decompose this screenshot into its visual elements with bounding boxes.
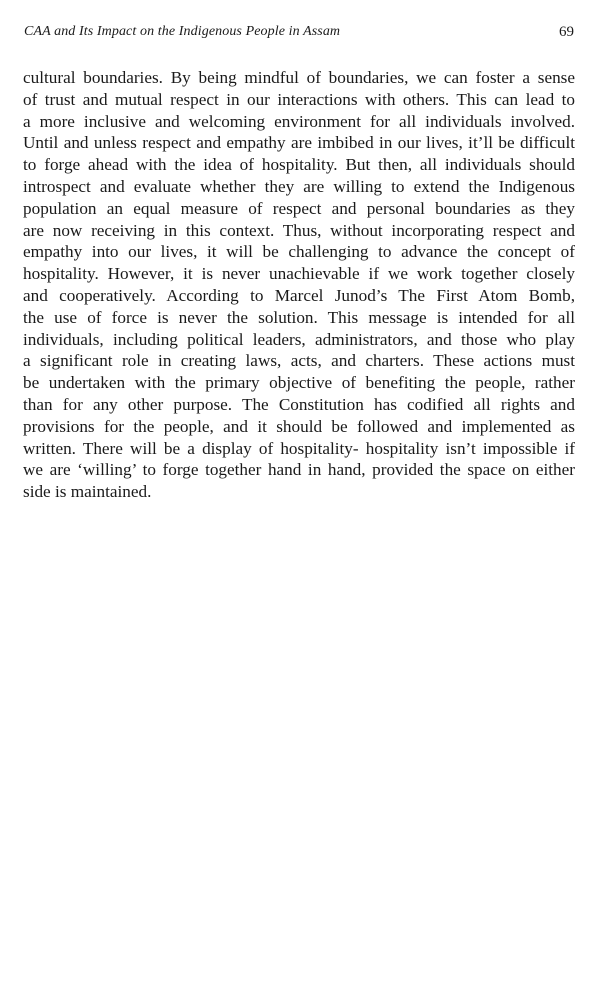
text-line: be undertaken with the primary objective of benefiting the people, rather	[23, 373, 575, 393]
text-line: introspect and evaluate whether they are willing to extend the Indigenous	[23, 176, 575, 196]
body-paragraph	[23, 67, 575, 503]
text-line: Until and unless respect and empathy are imbibed in our lives, it’ll be difficult	[23, 133, 575, 153]
text-line: provisions for the people, and it should be followed and implemented as	[23, 416, 575, 436]
text-line: hospitality. However, it is never unachievable if we work together closely	[23, 264, 575, 284]
text-line: cultural boundaries. By being mindful of boundaries, we can foster a sense	[23, 68, 575, 87]
text-line: we are ‘willing’ to forge together hand in hand, provided the space on either	[23, 460, 575, 480]
running-head-title: CAA and Its Impact on the Indigenous People in Assam	[24, 24, 341, 39]
text-line: to forge ahead with the idea of hospitality. But then, all individuals should	[23, 155, 575, 175]
text-line: individuals, including political leaders, administrators, and those who play	[23, 329, 575, 349]
text-line: the use of force is never the solution. This message is intended for all	[23, 307, 575, 327]
text-line: a significant role in creating laws, acts, and charters. These actions must	[23, 351, 575, 371]
text-line: than for any other purpose. The Constitution has codified all rights and	[23, 394, 575, 414]
text-line: are now receiving in this context. Thus, without incorporating respect and	[23, 220, 575, 240]
text-line-last: side is maintained.	[23, 482, 152, 502]
text-line: of trust and mutual respect in our interactions with others. This can lead to	[23, 89, 575, 109]
text-line: written. There will be a display of hospitality- hospitality isn’t impossible if	[23, 438, 575, 458]
text-line: population an equal measure of respect and personal boundaries as they	[23, 198, 575, 218]
page-number: 69	[559, 24, 574, 40]
text-line: empathy into our lives, it will be challenging to advance the concept of	[23, 242, 575, 262]
text-line: and cooperatively. According to Marcel Junod’s The First Atom Bomb,	[23, 285, 575, 305]
text-line: a more inclusive and welcoming environment for all individuals involved.	[23, 111, 575, 131]
